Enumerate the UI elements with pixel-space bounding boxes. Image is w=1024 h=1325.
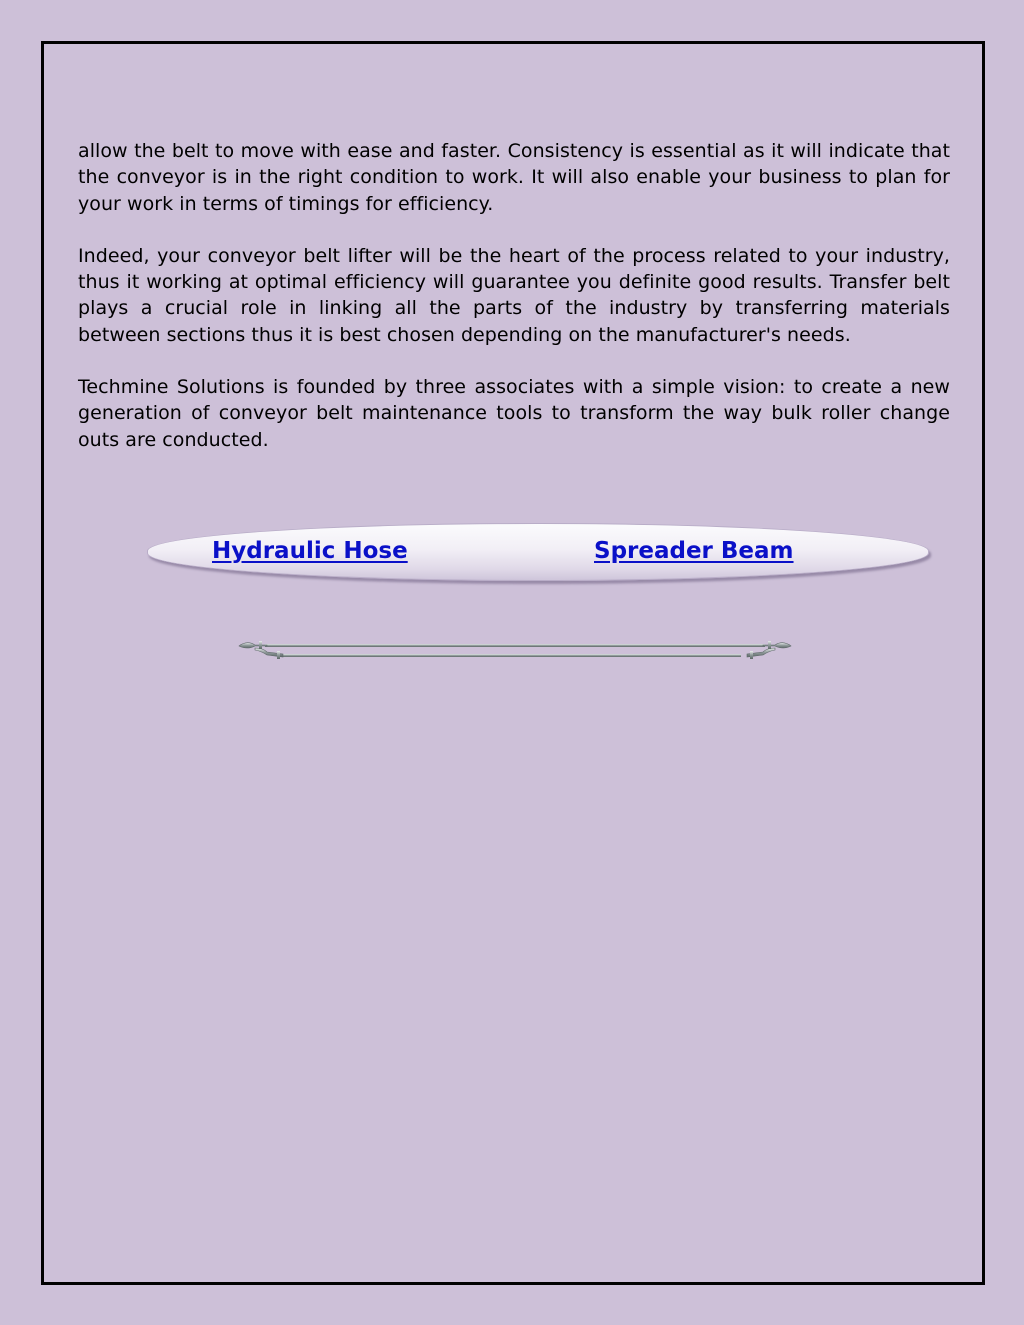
page-frame (41, 41, 985, 1285)
ornamental-divider-icon (237, 636, 793, 666)
paragraph-consistency: allow the belt to move with ease and faster. Consistency is essential as it will indicate that the conveyor is in the right condition to work. It will also enable your business to plan for your work in terms of timings for efficiency. (78, 140, 950, 215)
article-body (78, 138, 950, 479)
paragraph-techmine: Techmine Solutions is founded by three associates with a simple vision: to create a new generation of conveyor belt maintenance tools to transform the way bulk roller change outs are conducted. (78, 376, 950, 451)
spreader-beam-link[interactable]: Spreader Beam (594, 538, 794, 564)
link-bar (147, 523, 929, 581)
hydraulic-hose-link[interactable]: Hydraulic Hose (212, 538, 408, 564)
paragraph-belt-lifter: Indeed, your conveyor belt lifter will be the heart of the process related to your industry, thus it working at optimal efficiency will guarantee you definite good results. Transfer belt plays a crucial role in linking all the parts of the industry by transferring materials between sections thus it is best chosen depending on the manufacturer's needs. (78, 244, 950, 346)
